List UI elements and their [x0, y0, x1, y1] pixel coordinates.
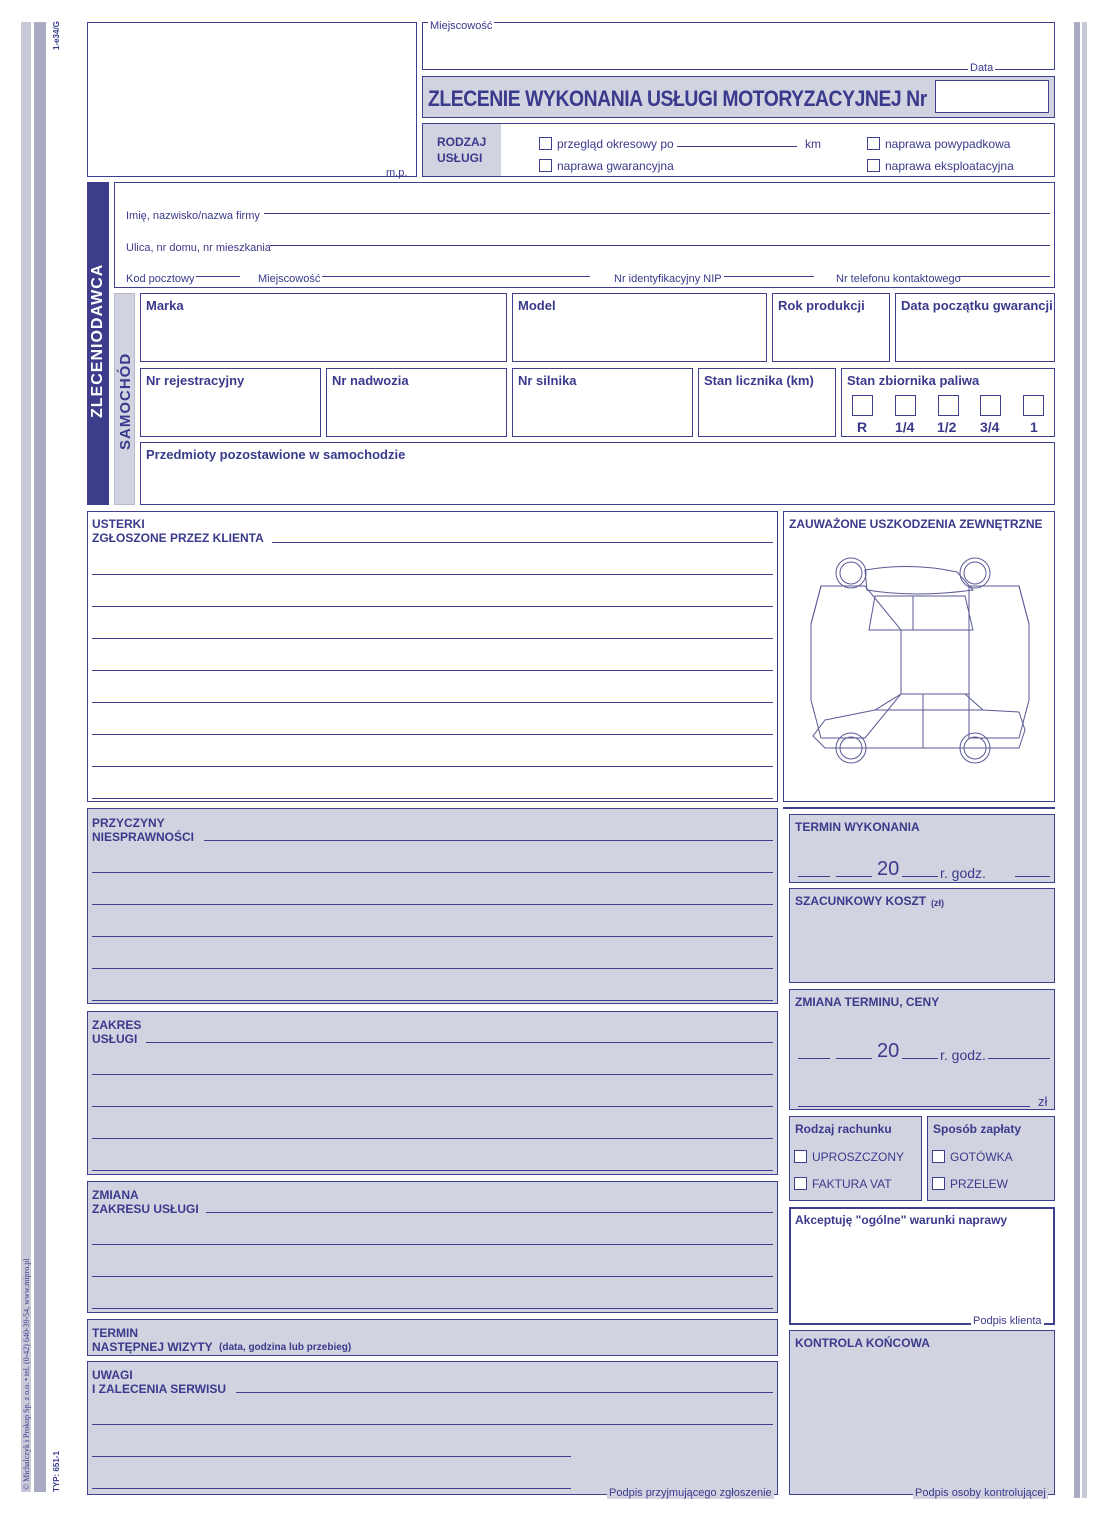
fuel-checkbox-full[interactable] [1023, 395, 1044, 416]
next-visit-label-2: NASTĘPNEJ WIZYTY [92, 1340, 213, 1354]
final-check-sign-label: Podpis osoby kontrolującej [915, 1487, 1046, 1499]
accept-sign-label: Podpis klienta [973, 1315, 1042, 1327]
final-check-title: KONTROLA KOŃCOWA [795, 1336, 930, 1350]
scope-change-box [87, 1181, 778, 1313]
client-name-field[interactable] [264, 213, 1050, 214]
change-hour[interactable] [988, 1058, 1050, 1059]
faults-line-9[interactable] [92, 798, 773, 799]
causes-label-2: NIESPRAWNOŚCI [92, 830, 195, 844]
fuel-checkbox-r[interactable] [852, 395, 873, 416]
label-operational: naprawa eksploatacyjna [885, 159, 1014, 173]
car-items-label: Przedmioty pozostawione w samochodzie [146, 447, 406, 462]
cost-title: SZACUNKOWY KOSZT [795, 894, 927, 908]
stamp-label: m.p. [386, 167, 408, 179]
form-code: 1-e34/G [52, 21, 61, 50]
scope-change-label-2: ZAKRESU USŁUGI [92, 1202, 199, 1216]
faults-line-2[interactable] [92, 574, 773, 575]
client-postcode-field[interactable] [196, 276, 240, 277]
car-body-label: Nr nadwozia [332, 373, 409, 388]
deadline-year-prefix: 20 [877, 858, 900, 880]
checkbox-periodic[interactable] [539, 137, 552, 150]
causes-line-3[interactable] [92, 904, 773, 905]
client-postcode-label: Kod pocztowy [126, 273, 195, 285]
car-registration-label: Nr rejestracyjny [146, 373, 245, 388]
scope-line-1[interactable] [146, 1042, 773, 1043]
faults-line-5[interactable] [92, 670, 773, 671]
form-type: TYP: 651-1 [52, 1451, 61, 1492]
remarks-label-1: UWAGI [92, 1368, 133, 1382]
car-brand-field[interactable] [140, 293, 507, 362]
publisher-note: © Michalczyk i Prokop Sp. z o.o. • tel. (0-42) 640-39-54, www.mipro.pl [22, 1258, 31, 1490]
faults-line-3[interactable] [92, 606, 773, 607]
final-check-box[interactable] [789, 1330, 1055, 1495]
cost-unit: (zł) [931, 898, 944, 908]
service-type-label-bg [423, 124, 501, 176]
car-odometer-label: Stan licznika (km) [704, 373, 814, 388]
right-margin-strip [1074, 22, 1080, 1498]
remarks-line-2[interactable] [92, 1424, 773, 1425]
label-vat-invoice: FAKTURA VAT [812, 1177, 892, 1191]
car-fuel-label: Stan zbiornika paliwa [847, 373, 980, 388]
causes-line-4[interactable] [92, 936, 773, 937]
invoice-title: Rodzaj rachunku [795, 1122, 892, 1136]
car-engine-label: Nr silnika [518, 373, 577, 388]
checkbox-vat-invoice[interactable] [794, 1177, 807, 1190]
car-brand-label: Marka [146, 298, 184, 313]
date-label: Data [970, 62, 994, 74]
car-year-label: Rok produkcji [778, 298, 865, 313]
faults-line-4[interactable] [92, 638, 773, 639]
scope-change-line-4[interactable] [92, 1308, 773, 1309]
fuel-label-half: 1/2 [937, 419, 957, 435]
checkbox-warranty[interactable] [539, 159, 552, 172]
scope-line-3[interactable] [92, 1106, 773, 1107]
payment-title: Sposób zapłaty [933, 1122, 1022, 1136]
client-phone-field[interactable] [958, 276, 1050, 277]
label-accident: naprawa powypadkowa [885, 137, 1011, 151]
client-section-label: ZLECENIODAWCA [89, 263, 106, 418]
causes-line-5[interactable] [92, 968, 773, 969]
change-price[interactable] [798, 1106, 1030, 1107]
faults-line-6[interactable] [92, 702, 773, 703]
fuel-label-quarter: 1/4 [895, 419, 915, 435]
change-title: ZMIANA TERMINU, CENY [795, 995, 940, 1009]
car-section-label: SAMOCHÓD [117, 352, 134, 450]
causes-label-1: PRZYCZYNY [92, 816, 165, 830]
place-label: Miejscowość [430, 20, 493, 32]
scope-change-line-2[interactable] [92, 1244, 773, 1245]
checkbox-simplified[interactable] [794, 1150, 807, 1163]
scope-line-5[interactable] [92, 1170, 773, 1171]
left-margin-strip-dark [34, 22, 46, 1492]
car-diagram[interactable] [805, 550, 1035, 775]
faults-label-2: ZGŁOSZONE PRZEZ KLIENTA [92, 531, 264, 545]
scope-change-line-1[interactable] [206, 1212, 773, 1213]
client-city-field[interactable] [322, 276, 590, 277]
fuel-checkbox-half[interactable] [938, 395, 959, 416]
scope-line-4[interactable] [92, 1138, 773, 1139]
label-cash: GOTÓWKA [950, 1150, 1013, 1164]
change-zl: zł [1038, 1094, 1048, 1109]
causes-line-2[interactable] [92, 872, 773, 873]
service-type-label-2: USŁUGI [437, 151, 483, 165]
label-periodic: przegląd okresowy po [557, 137, 674, 151]
label-warranty: naprawa gwarancyjna [557, 159, 674, 173]
form-title: ZLECENIE WYKONANIA USŁUGI MOTORYZACYJNEJ Nr [428, 86, 927, 111]
causes-line-6[interactable] [92, 1000, 773, 1001]
checkbox-transfer[interactable] [932, 1177, 945, 1190]
checkbox-accident[interactable] [867, 137, 880, 150]
client-phone-label: Nr telefonu kontaktowego [836, 273, 961, 285]
client-nip-label: Nr identyfikacyjny NIP [614, 273, 722, 285]
faults-label-1: USTERKI [92, 517, 145, 531]
deadline-rgodz: r. godz. [940, 865, 986, 881]
service-type-label-1: RODZAJ [437, 135, 487, 149]
deadline-month[interactable] [836, 876, 872, 877]
scope-box [87, 1011, 778, 1175]
scope-change-line-3[interactable] [92, 1276, 773, 1277]
client-street-field[interactable] [270, 245, 1050, 246]
scope-change-label-1: ZMIANA [92, 1188, 139, 1202]
right-margin-strip-light [1082, 22, 1087, 1498]
faults-line-8[interactable] [92, 766, 773, 767]
accept-title: Akceptuję "ogólne" warunki naprawy [795, 1213, 1008, 1227]
scope-line-2[interactable] [92, 1074, 773, 1075]
checkbox-operational[interactable] [867, 159, 880, 172]
client-street-label: Ulica, nr domu, nr mieszkania [126, 242, 271, 254]
order-number-field[interactable] [935, 80, 1049, 113]
next-visit-label-1: TERMIN [92, 1326, 138, 1340]
deadline-hour[interactable] [1015, 876, 1050, 877]
label-transfer: PRZELEW [950, 1177, 1009, 1191]
remarks-label-2: I ZALECENIA SERWISU [92, 1382, 227, 1396]
client-name-label: Imię, nazwisko/nazwa firmy [126, 210, 260, 222]
change-year-prefix: 20 [877, 1040, 900, 1062]
fuel-checkbox-quarter[interactable] [895, 395, 916, 416]
fuel-label-three-quarter: 3/4 [980, 419, 1000, 435]
faults-line-1[interactable] [272, 542, 773, 543]
causes-line-1[interactable] [204, 840, 773, 841]
checkbox-cash[interactable] [932, 1150, 945, 1163]
damage-title: ZAUWAŻONE USZKODZENIA ZEWNĘTRZNE [789, 517, 1043, 531]
remarks-line-4[interactable] [92, 1488, 571, 1489]
next-visit-note: (data, godzina lub przebieg) [219, 1342, 352, 1353]
right-column-rule [783, 807, 1055, 809]
car-warranty-label: Data początku gwarancji [901, 298, 1053, 313]
faults-line-7[interactable] [92, 734, 773, 735]
fuel-label-full: 1 [1030, 419, 1038, 435]
label-simplified: UPROSZCZONY [812, 1150, 905, 1164]
scope-label-1: ZAKRES [92, 1018, 142, 1032]
fuel-checkbox-three-quarter[interactable] [980, 395, 1001, 416]
client-city-label: Miejscowość [258, 273, 321, 285]
faults-box [87, 511, 778, 802]
label-km: km [805, 137, 821, 151]
place-date-field[interactable] [422, 22, 1055, 70]
remarks-line-1[interactable] [236, 1392, 773, 1393]
deadline-day[interactable] [798, 876, 830, 877]
car-model-label: Model [518, 298, 556, 313]
deadline-title: TERMIN WYKONANIA [795, 820, 920, 834]
scope-label-2: USŁUGI [92, 1032, 138, 1046]
stamp-box[interactable] [87, 22, 417, 177]
client-nip-field[interactable] [724, 276, 814, 277]
change-day[interactable] [798, 1058, 830, 1059]
km-field[interactable] [677, 146, 797, 147]
deadline-year[interactable] [902, 876, 938, 877]
remarks-sign-label: Podpis przyjmującego zgłoszenie [609, 1487, 772, 1499]
remarks-line-3[interactable] [92, 1456, 571, 1457]
change-year[interactable] [902, 1058, 938, 1059]
change-rgodz: r. godz. [940, 1047, 986, 1063]
fuel-label-r: R [857, 419, 868, 435]
change-month[interactable] [836, 1058, 872, 1059]
